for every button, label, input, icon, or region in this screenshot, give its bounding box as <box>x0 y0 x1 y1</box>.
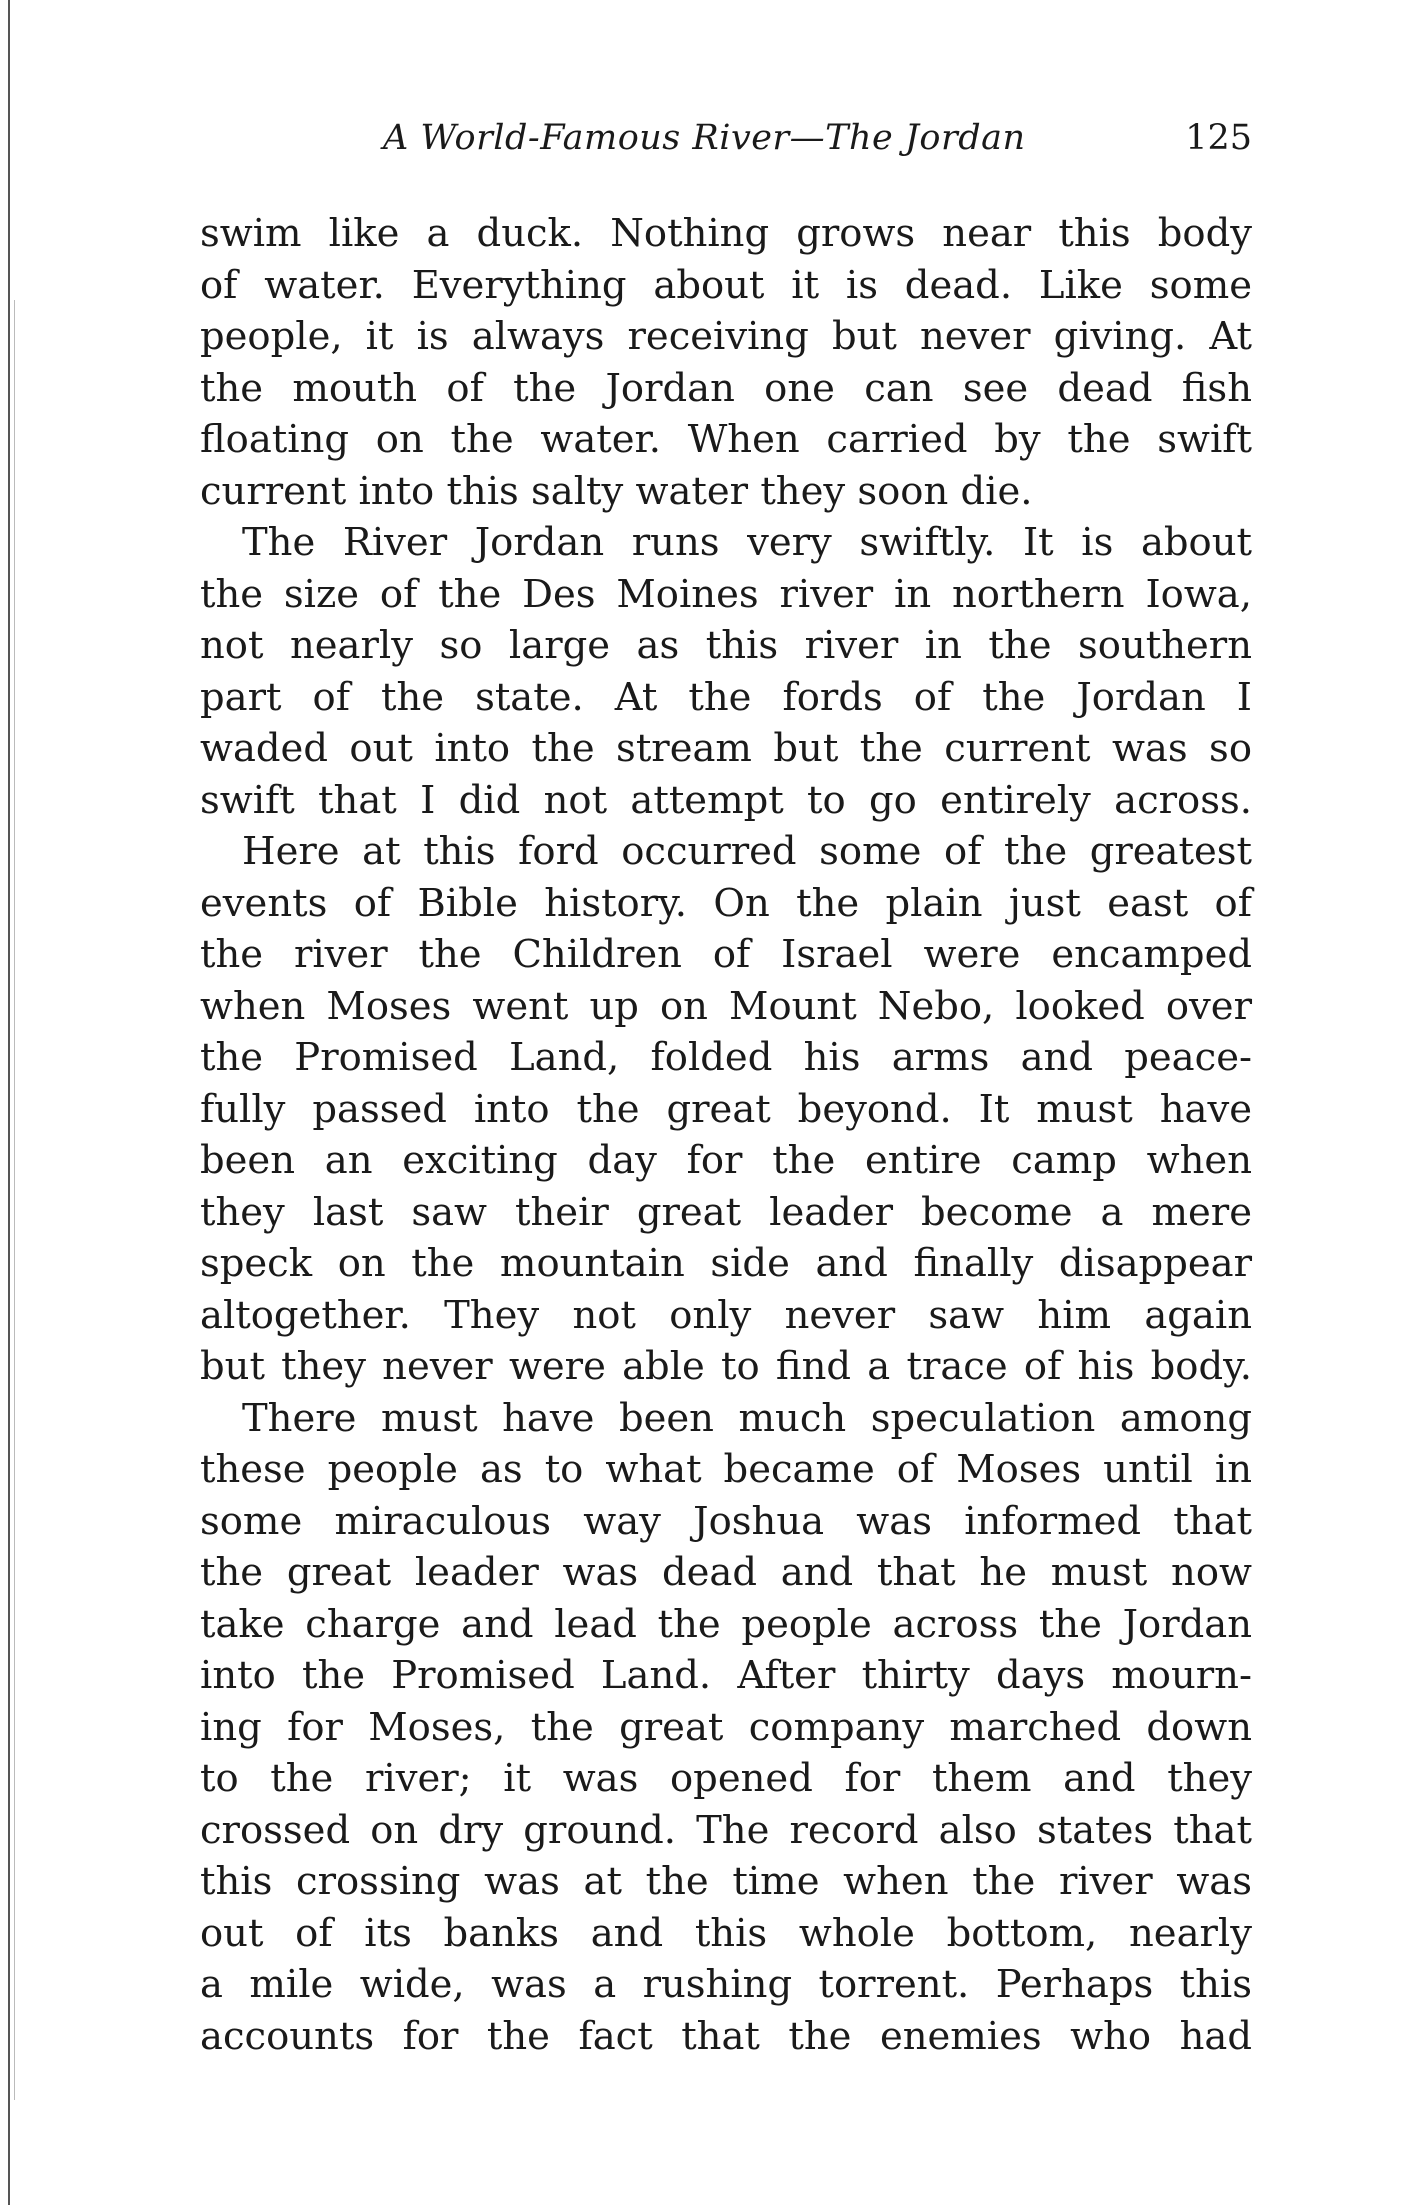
body-text <box>200 208 1252 2062</box>
text-line: not nearly so large as this river in the southern <box>200 623 1252 668</box>
text-line: Here at this ford occurred some of the greatest <box>242 829 1252 874</box>
text-line: the great leader was dead and that he must now <box>200 1550 1252 1595</box>
text-line: the mouth of the Jordan one can see dead fish <box>200 365 1252 411</box>
text-line: when Moses went up on Mount Nebo, looked over <box>200 983 1252 1029</box>
text-line: some miraculous way Joshua was informed that <box>200 1498 1252 1544</box>
text-line: crossed on dry ground. The record also states that <box>200 1807 1252 1853</box>
text-line: people, it is always receiving but never giving. At <box>200 314 1252 359</box>
text-line: out of its banks and this whole bottom, nearly <box>200 1910 1252 1956</box>
text-line: they last saw their great leader become a mere <box>200 1189 1252 1235</box>
page-number: 125 <box>1185 118 1252 158</box>
text-line: to the river; it was opened for them and they <box>200 1756 1252 1801</box>
text-line: part of the state. At the fords of the Jordan I <box>200 674 1252 720</box>
text-line: speck on the mountain side and finally disappear <box>200 1241 1252 1286</box>
text-line: ing for Moses, the great company marched down <box>200 1704 1252 1750</box>
text-line: events of Bible history. On the plain just east of <box>200 880 1252 926</box>
text-line: the size of the Des Moines river in northern Iowa, <box>200 571 1252 617</box>
text-line: of water. Everything about it is dead. Like some <box>200 262 1252 308</box>
text-line: swift that I did not attempt to go entirely across. <box>200 777 1252 823</box>
page-binding-shadow <box>14 300 15 2100</box>
text-line: but they never were able to find a trace of his body. <box>200 1344 1252 1389</box>
text-line: into the Promised Land. After thirty days mourn- <box>200 1653 1252 1698</box>
text-line: swim like a duck. Nothing grows near this body <box>200 211 1252 256</box>
page-binding-edge <box>8 0 10 2205</box>
text-line: take charge and lead the people across the Jordan <box>200 1601 1252 1647</box>
text-line: waded out into the stream but the current was so <box>200 726 1252 771</box>
text-line: current into this salty water they soon die. <box>200 468 1033 514</box>
text-line: this crossing was at the time when the river was <box>200 1859 1252 1904</box>
text-line: the Promised Land, folded his arms and peace- <box>200 1035 1252 1080</box>
text-line: fully passed into the great beyond. It must have <box>200 1086 1252 1132</box>
text-line: floating on the water. When carried by the swift <box>200 417 1252 462</box>
text-line: been an exciting day for the entire camp when <box>200 1138 1252 1183</box>
text-line: a mile wide, was a rushing torrent. Perhaps this <box>200 1962 1252 2007</box>
text-line: the river the Children of Israel were encamped <box>200 932 1252 977</box>
text-line: The River Jordan runs very swiftly. It is about <box>242 520 1252 565</box>
text-line: accounts for the fact that the enemies who had <box>200 2013 1252 2059</box>
running-head <box>200 118 1252 168</box>
running-title: A World-Famous River—The Jordan <box>383 118 1026 158</box>
text-line: altogether. They not only never saw him again <box>200 1292 1252 1338</box>
text-line: these people as to what became of Moses until in <box>200 1447 1252 1492</box>
text-line: There must have been much speculation among <box>242 1395 1252 1441</box>
